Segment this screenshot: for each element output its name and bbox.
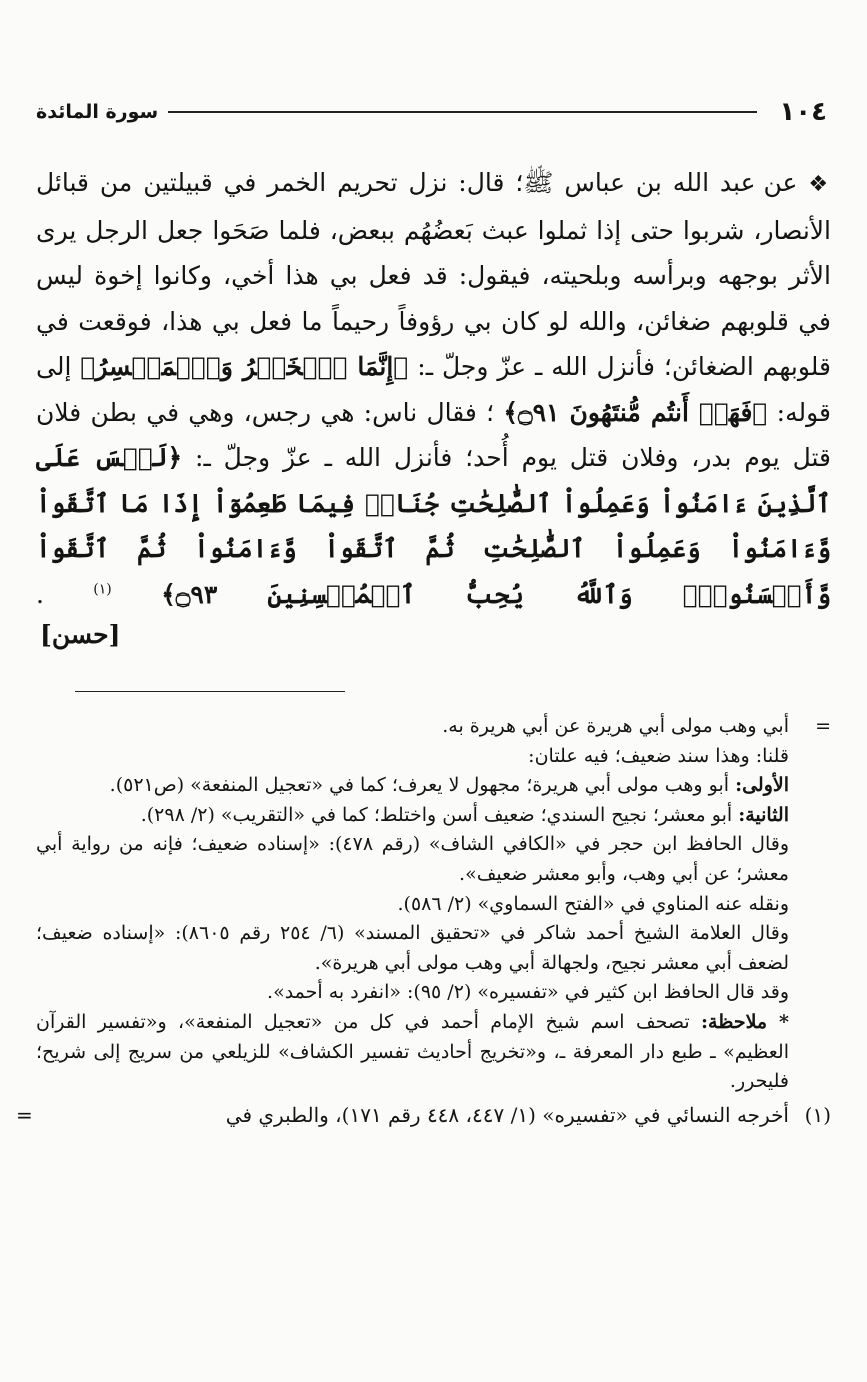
bullet-icon: ❖: [808, 172, 831, 197]
footnote-1-text: أخرجه النسائي في «تفسيره» (١/ ٤٤٧، ٤٤٨ رقم ١٧١)، والطبري في: [225, 1102, 789, 1127]
footnotes: [16, 712, 831, 1130]
quran-verse-3: ﴿لَيۡسَ عَلَى ٱلَّذِينَ ءَامَنُواْ وَعَمِلُواْ ٱلصَّٰلِحَٰتِ جُنَاحٞ فِيمَا طَعِمُوٓاْ إِذَا مَا ٱتَّقَواْ وَّءَامَنُواْ وَعَمِلُواْ ٱلصَّٰلِحَٰتِ ثُمَّ ٱتَّقَواْ وَّءَامَنُواْ ثُمَّ ٱتَّقَواْ وَّأَحۡسَنُواْۚ وَٱللَّهُ يُحِبُّ ٱلۡمُحۡسِنِينَ ۝٩٣﴾: [36, 443, 831, 609]
second-defect: [36, 801, 831, 831]
note-paragraph: [36, 1008, 831, 1097]
continuation-mark: =: [16, 1102, 33, 1127]
running-header: [36, 92, 827, 132]
connector-text: إلى قوله:: [36, 352, 831, 427]
quran-verse-1: ﴿إِنَّمَا ٱلۡخَمۡرُ وَٱلۡمَيۡسِرُ﴾: [80, 352, 409, 381]
first-text: أبو وهب مولى أبي هريرة؛ مجهول لا يعرف؛ كما في «تعجيل المنفعة» (ص٥٢١).: [109, 774, 736, 797]
page-number: ١٠٤: [779, 97, 827, 127]
hadith-grade: [حسن]: [40, 620, 121, 649]
note-text: تصحف اسم شيخ الإمام أحمد في كل من «تعجيل المنفعة»، و«تفسير القرآن العظيم» ـ طبع دار المعرفة ـ، و«تخريج أحاديث تفسير الكشاف» للزيلعي من سريج إلى شريح؛ فليحرر.: [36, 1010, 789, 1093]
narration-text-a: عن عبد الله بن عباس ﷺ؛ قال: نزل تحريم الخمر في قبيلتين من قبائل الأنصار، شربوا حتى إذا ثملوا عبث بَعضُهُم ببعض، فلما صَحَوا جعل الرجل يرى الأثر بوجهه وبرأسه وبلحيته، فيقول: قد فعل بي هذا أخي، وكانوا إخوة ليس في قلوبهم ضغائن، والله لو كان بي رؤوفاً رحيماً ما فعل بي هذا، فوقعت في قلوبهم الضغائن؛ فأنزل الله ـ عزّ وجلّ ـ:: [36, 168, 831, 381]
header-rule: [168, 111, 757, 113]
footnote-line: قلنا: وهذا سند ضعيف؛ فيه علتان:: [528, 744, 789, 767]
footnote-line: ونقله عنه المناوي في «الفتح السماوي» (٢/ ٥٨٦).: [397, 892, 789, 915]
hadith-paragraph: [36, 160, 831, 617]
footnote-ref[interactable]: (١): [93, 581, 112, 598]
footnote-line: وقد قال الحافظ ابن كثير في «تفسيره» (٢/ ٩٥): «انفرد به أحمد».: [267, 981, 789, 1004]
footnote-separator: [75, 691, 345, 692]
first-label: الأولى:: [735, 774, 789, 797]
surah-title: سورة المائدة: [36, 101, 159, 123]
narration-text-b: ؛ فقال ناس: هي رجس، وهي في بطن فلان قتل يوم بدر، وفلان قتل يوم أُحد؛ فأنزل الله ـ عزّ وجلّ ـ:: [36, 397, 831, 472]
footnote-1: [16, 1101, 831, 1131]
second-text: أبو معشر؛ نجيح السندي؛ ضعيف أسن واختلط؛ كما في «التقريب» (٢/ ٢٩٨).: [140, 803, 739, 826]
note-label: * ملاحظة:: [701, 1010, 789, 1033]
footnote-continuation: [36, 712, 831, 742]
continuation-mark: =: [815, 715, 831, 737]
end-period: .: [36, 579, 44, 609]
footnote-number: (١): [804, 1102, 831, 1127]
quran-verse-2: ﴿فَهَلۡ أَنتُم مُّنتَهُونَ ۝٩١﴾: [503, 397, 768, 427]
footnote-line: أبي وهب مولى أبي هريرة عن أبي هريرة به.: [442, 715, 789, 737]
main-text: [36, 160, 831, 617]
footnote-line: وقال الحافظ ابن حجر في «الكافي الشاف» (رقم ٤٧٨): «إسناده ضعيف؛ فإنه من رواية أبي معشر؛ عن أبي وهب، وأبو معشر ضعيف».: [36, 833, 790, 885]
first-defect: [36, 771, 831, 801]
second-label: الثانية:: [738, 803, 789, 826]
footnote-line: وقال العلامة الشيخ أحمد شاكر في «تحقيق المسند» (٦/ ٢٥٤ رقم ٨٦٠٥): «إسناده ضعيف؛ لضعف أبي معشر نجيح، ولجهالة أبي وهب مولى أبي هريرة».: [36, 922, 789, 974]
